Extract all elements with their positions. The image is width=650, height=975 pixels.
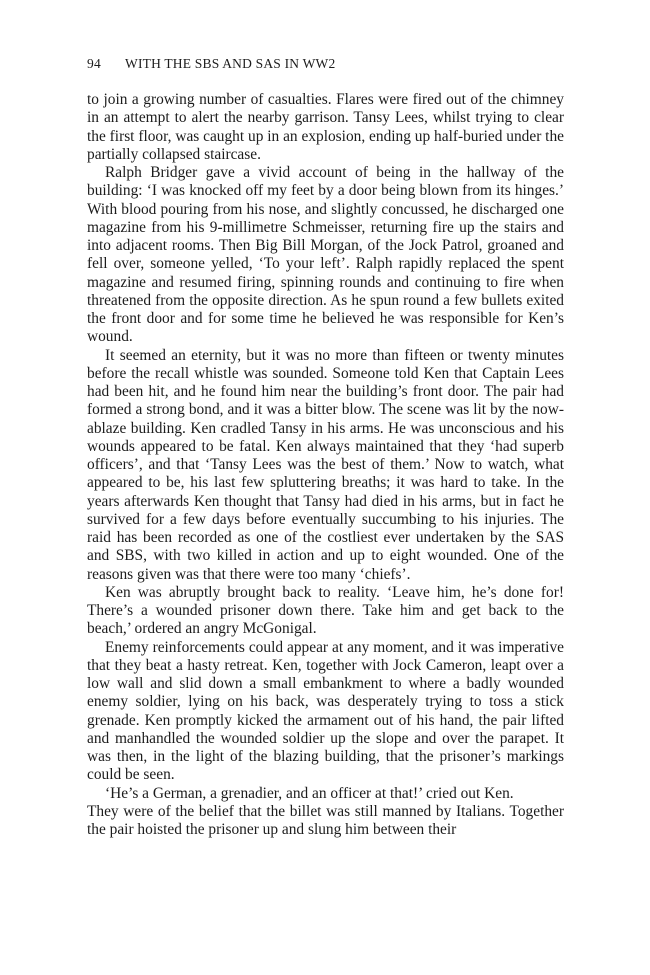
paragraph: ‘He’s a German, a grenadier, and an officer at that!’ cried out Ken. <box>105 784 514 802</box>
running-header <box>87 56 335 72</box>
body-text <box>87 91 564 839</box>
paragraph: to join a growing number of casualties. Flares were fired out of the chimney in an attempt to alert the nearby garrison. Tansy Lees, whilst trying to clear the first floor, was caught up in an explosion, ending up half-buried under the partially collapsed staircase. <box>87 91 564 163</box>
running-title: WITH THE SBS AND SAS IN WW2 <box>125 56 336 71</box>
paragraph: Enemy reinforcements could appear at any moment, and it was imperative that they beat a hasty retreat. Ken, together with Jock Cameron, leapt over a low wall and slid down a small embankment to where a badly wounded enemy soldier, lying on his back, was desperately trying to toss a stick grenade. Ken promptly kicked the armament out of his hand, the pair lifted and manhandled the wounded soldier up the slope and over the parapet. It was then, in the light of the blazing building, that the prisoner’s markings could be seen. <box>87 638 564 784</box>
page-number: 94 <box>87 56 101 71</box>
paragraph: Ken was abruptly brought back to reality. ‘Leave him, he’s done for! There’s a wounded prisoner down there. Take him and get back to the beach,’ ordered an angry McGonigal. <box>87 583 564 638</box>
paragraph: They were of the belief that the billet was still manned by Italians. Together the pair hoisted the prisoner up and slung him between their <box>87 802 564 838</box>
paragraph: Ralph Bridger gave a vivid account of being in the hallway of the building: ‘I was knocked off my feet by a door being blown from its hinges.’ With blood pouring from his nose, and slightly concussed, he discharged one magazine from his 9-millimetre Schmeisser, returning fire up the stairs and into adjacent rooms. Then Big Bill Morgan, of the Jock Patrol, groaned and fell over, someone yelled, ‘To your left’. Ralph rapidly replaced the spent magazine and resumed firing, spinning rounds and continuing to fire when threatened from the opposite direction. As he spun round a few bullets exited the front door and for some time he believed he was responsible for Ken’s wound. <box>87 164 564 346</box>
paragraph: It seemed an eternity, but it was no more than fifteen or twenty minutes before the recall whistle was sounded. Someone told Ken that Captain Lees had been hit, and he found him near the building’s front door. The pair had formed a strong bond, and it was a bitter blow. The scene was lit by the now-ablaze building. Ken cradled Tansy in his arms. He was unconscious and his wounds appeared to be fatal. Ken always maintained that they ‘had superb officers’, and that ‘Tansy Lees was the best of them.’ Now to watch, what appeared to be, his last few spluttering breaths; it was hard to take. In the years afterwards Ken thought that Tansy had died in his arms, but in fact he survived for a few days before eventually succumbing to his injuries. The raid has been recorded as one of the costliest ever undertaken by the SAS and SBS, with two killed in action and up to eight wounded. One of the reasons given was that there were too many ‘chiefs’. <box>87 346 564 583</box>
